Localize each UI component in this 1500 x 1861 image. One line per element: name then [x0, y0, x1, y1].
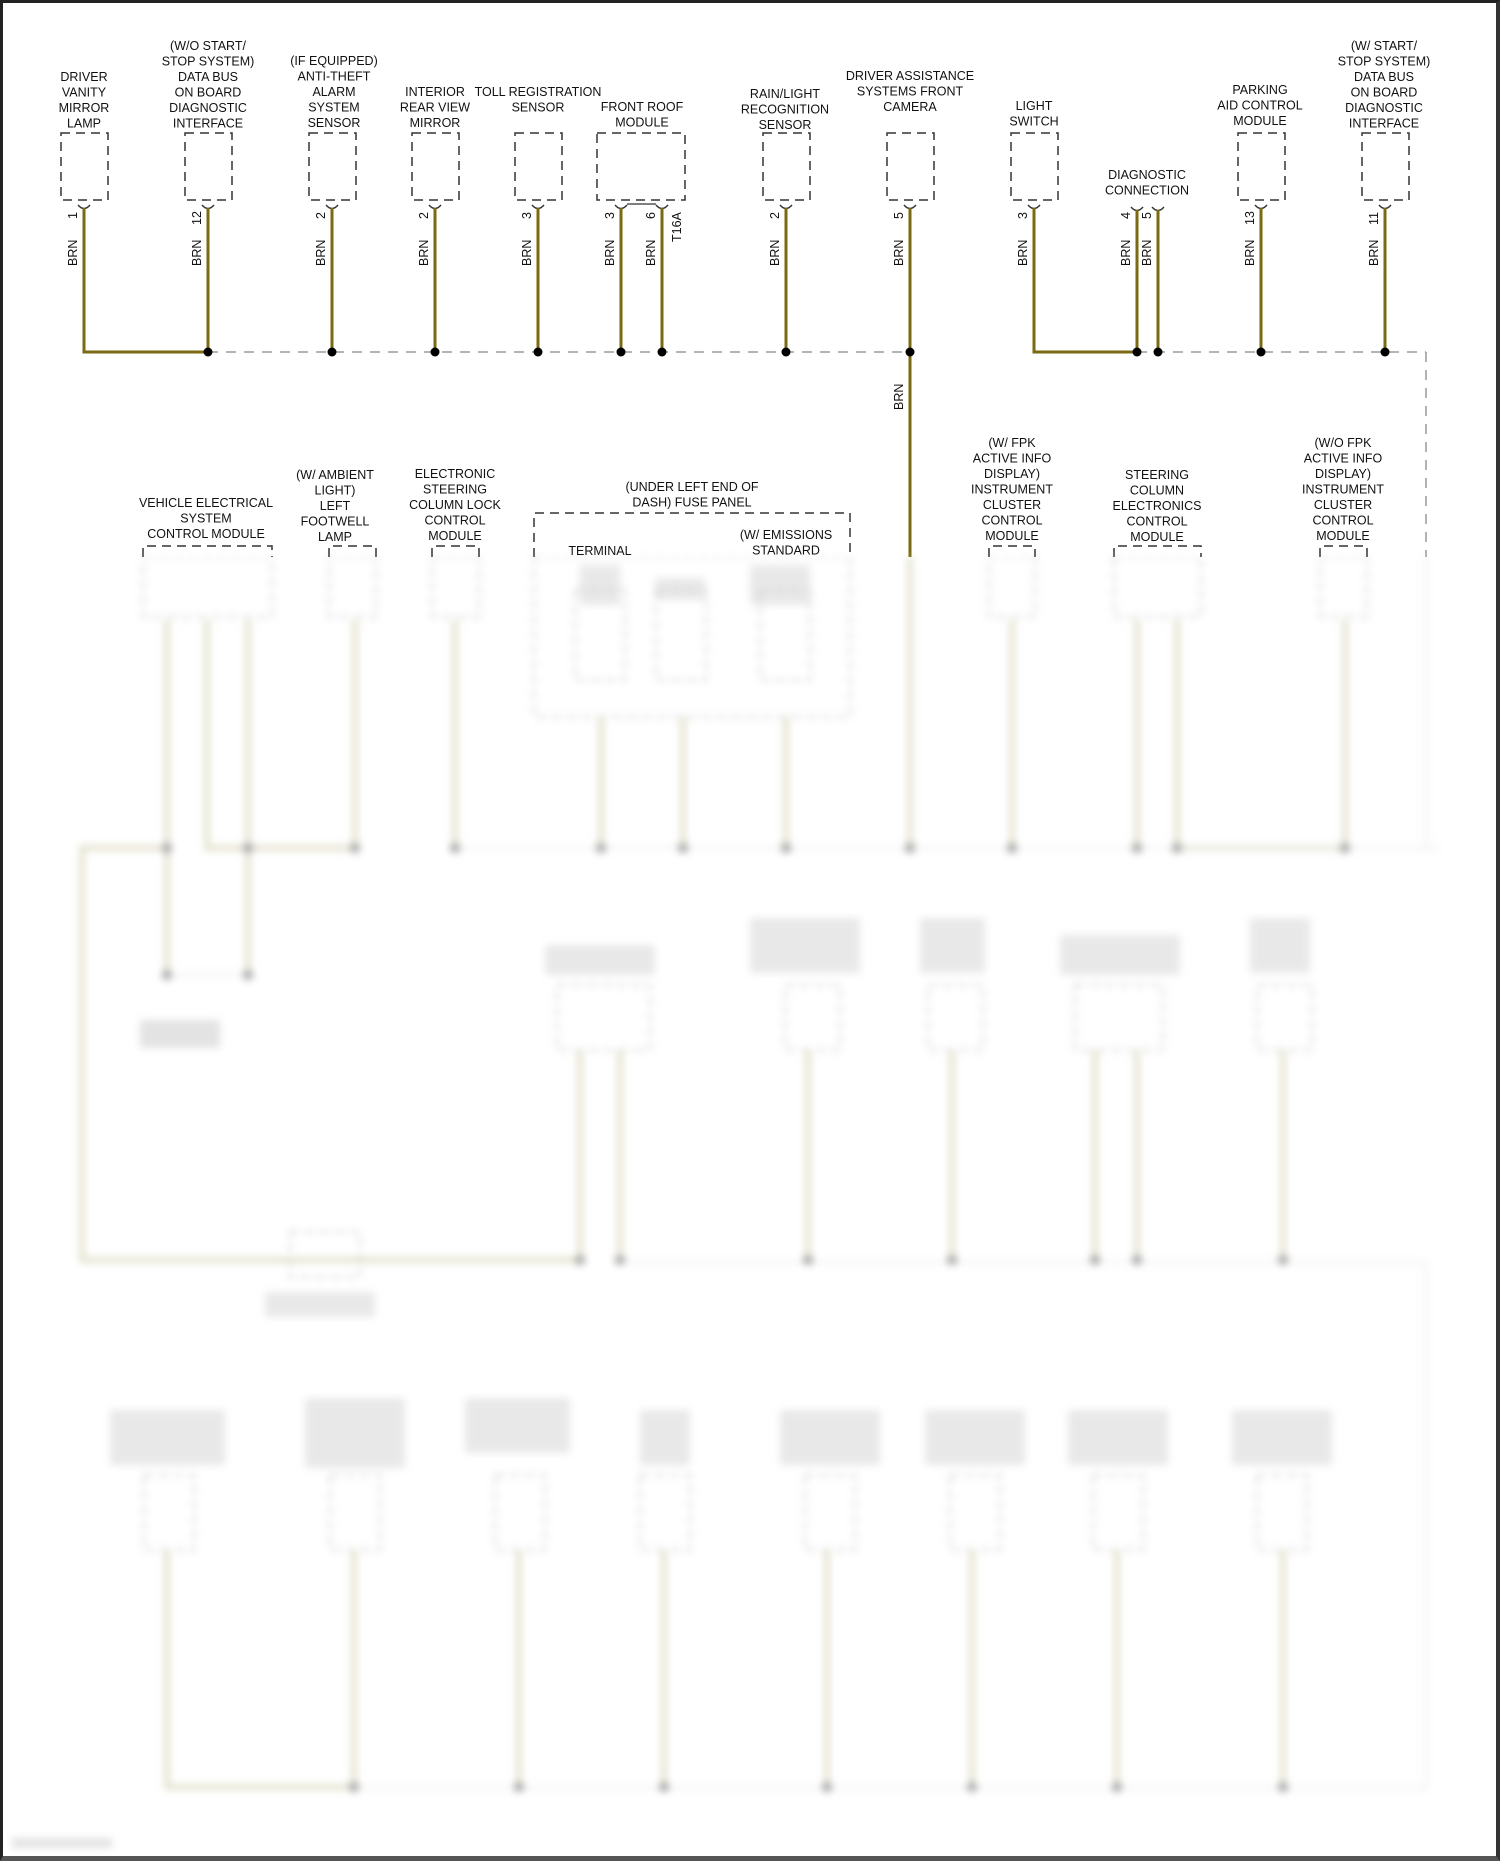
pin-connector-icon: [1131, 207, 1143, 211]
wire-color-label: BRN: [768, 239, 782, 266]
component-outline: [1011, 133, 1058, 200]
component-outline: [329, 546, 376, 557]
connector-id-label: T16A: [670, 212, 684, 242]
svg-text:(W/ AMBIENTLIGHT)LEFTFOOTWELLL: (W/ AMBIENT LIGHT) LEFT FOOTWELL LAMP: [296, 468, 374, 544]
splice-dot: [906, 348, 915, 357]
pin-number: 3: [603, 212, 617, 219]
pin-number: 2: [768, 212, 782, 219]
svg-text:PARKINGAID CONTROLMODULE: PARKING AID CONTROL MODULE: [1217, 83, 1303, 128]
component-steering-column-electronics[interactable]: [1113, 468, 1202, 557]
component-outline: [1238, 133, 1285, 200]
splice-dot: [658, 348, 667, 357]
wire-color-label: BRN: [66, 239, 80, 266]
component-outline: [515, 133, 562, 200]
component-outline: [763, 133, 810, 200]
pin-number: 5: [892, 212, 906, 219]
svg-text:(UNDER LEFT END OFDASH) FUSE P: (UNDER LEFT END OF DASH) FUSE PANEL: [625, 480, 759, 510]
wire-color-label: BRN: [314, 239, 328, 266]
component-outline: [412, 133, 459, 200]
pin-connector-icon: [1255, 205, 1267, 209]
svg-text:(W/O START/STOP SYSTEM)DATA BU: (W/O START/ STOP SYSTEM) DATA BUS ON BOARD DIAGNOSTIC INTERFACE: [161, 39, 255, 131]
splice-dot: [534, 348, 543, 357]
splice-dot: [617, 348, 626, 357]
splice-dot: [1133, 348, 1142, 357]
pin-connector-icon: [1028, 205, 1040, 209]
component-anti-theft-alarm-sensor[interactable]: [290, 54, 378, 266]
splice-dot: [1381, 348, 1390, 357]
svg-text:INTERIORREAR VIEWMIRROR: INTERIOR REAR VIEW MIRROR: [399, 85, 471, 130]
pin-connector-icon: [1379, 205, 1391, 209]
wire-color-label: BRN: [892, 239, 906, 266]
svg-text:(IF EQUIPPED)ANTI-THEFTALARMSY: (IF EQUIPPED) ANTI-THEFT ALARM SYSTEM SENSOR: [290, 54, 378, 130]
splice-dot: [431, 348, 440, 357]
ground-bus-lines: [208, 352, 1426, 557]
component-outline: [143, 546, 272, 557]
component-diagnostic-connection[interactable]: [1105, 168, 1189, 266]
svg-text:DRIVERVANITYMIRRORLAMP: DRIVER VANITY MIRROR LAMP: [58, 70, 110, 131]
wire-color-label: BRN: [1016, 239, 1030, 266]
splice-dot: [782, 348, 791, 357]
component-outline: [597, 133, 685, 200]
wire-color-label: BRN: [1367, 239, 1381, 266]
svg-text:TOLL REGISTRATIONSENSOR: TOLL REGISTRATION SENSOR: [474, 85, 602, 115]
component-outline: [432, 546, 479, 557]
splice-dot: [1257, 348, 1266, 357]
wire-color-label: BRN: [520, 239, 534, 266]
wire-color-label: BRN: [190, 239, 204, 266]
pin-connector-icon: [615, 205, 627, 209]
pin-number: 11: [1367, 212, 1381, 225]
pin-connector-icon: [780, 205, 792, 209]
component-outline: [309, 133, 356, 200]
pin-connector-icon: [326, 205, 338, 209]
wire-brn[interactable]: [84, 208, 208, 352]
pin-connector-icon: [904, 205, 916, 209]
pin-number: 6: [644, 212, 658, 219]
wire-color-label: BRN: [417, 239, 431, 266]
pin-number: 3: [1016, 212, 1030, 219]
svg-text:DRIVER ASSISTANCESYSTEMS FRONT: DRIVER ASSISTANCE SYSTEMS FRONT CAMERA: [845, 69, 975, 114]
pin-number: 3: [520, 212, 534, 219]
pin-number: 4: [1119, 212, 1133, 219]
splice-dot: [204, 348, 213, 357]
wire-brn[interactable]: [1034, 208, 1137, 352]
wire-color-label: BRN: [603, 239, 617, 266]
pin-number: 2: [314, 212, 328, 219]
svg-text:(W/ START/STOP SYSTEM)DATA BUS: (W/ START/ STOP SYSTEM) DATA BUS ON BOARD DIAGNOSTIC INTERFACE: [1337, 39, 1431, 131]
component-electronic-steering-column-lock[interactable]: [409, 467, 501, 557]
pin-connector-icon: [429, 205, 441, 209]
component-outline: [1320, 546, 1367, 557]
svg-text:FRONT ROOFMODULE: FRONT ROOF MODULE: [600, 100, 684, 130]
component-instrument-cluster-w-fpk[interactable]: [971, 436, 1053, 557]
wire-color-label: BRN: [1243, 239, 1257, 266]
component-vehicle-electrical-system-control-module[interactable]: [139, 496, 273, 557]
svg-text:RAIN/LIGHTRECOGNITIONSENSOR: RAIN/LIGHT RECOGNITION SENSOR: [740, 87, 830, 132]
svg-text:STEERINGCOLUMNELECTRONICSCONTR: STEERING COLUMN ELECTRONICS CONTROL MODULE: [1112, 468, 1202, 544]
pin-connector-icon: [202, 205, 214, 209]
svg-text:ELECTRONICSTEERINGCOLUMN LOCKC: ELECTRONIC STEERING COLUMN LOCK CONTROL MODULE: [409, 467, 501, 543]
pin-number: 13: [1243, 211, 1257, 225]
pin-connector-icon: [532, 205, 544, 209]
svg-text:(W/ EMISSIONSSTANDARD: (W/ EMISSIONS STANDARD: [739, 528, 833, 558]
fuse-panel-inner-label: TERMINAL: [568, 544, 632, 558]
svg-text:VEHICLE ELECTRICALSYSTEMCONTRO: VEHICLE ELECTRICAL SYSTEM CONTROL MODULE: [138, 496, 274, 541]
svg-text:(W/ FPKACTIVE INFODISPLAY)INST: (W/ FPK ACTIVE INFO DISPLAY) INSTRUMENT CLUSTER CONTROL MODULE: [971, 436, 1053, 543]
wire-color-label: BRN: [644, 239, 658, 266]
pin-connector-icon: [656, 205, 668, 209]
svg-text:LIGHTSWITCH: LIGHT SWITCH: [1009, 99, 1059, 129]
component-outline: [887, 133, 934, 200]
splice-dot: [328, 348, 337, 357]
component-fuse-panel[interactable]: [534, 480, 850, 558]
component-instrument-cluster-wo-fpk[interactable]: [1302, 436, 1384, 557]
splice-dot: [1154, 348, 1163, 357]
wire-color-label: BRN: [1119, 239, 1133, 266]
svg-text:(W/O FPKACTIVE INFODISPLAY)INS: (W/O FPK ACTIVE INFO DISPLAY) INSTRUMENT CLUSTER CONTROL MODULE: [1302, 436, 1384, 543]
pin-number: 1: [66, 212, 80, 219]
component-outline: [61, 133, 108, 200]
pin-number: 5: [1140, 212, 1154, 219]
pin-number: 2: [417, 212, 431, 219]
obscured-lower-diagram: [0, 557, 1500, 1861]
wire-color-label: BRN: [892, 383, 906, 410]
svg-text:DIAGNOSTICCONNECTION: DIAGNOSTIC CONNECTION: [1104, 168, 1190, 198]
component-outline: [185, 133, 232, 200]
component-outline: [1114, 546, 1201, 557]
pin-connector-icon: [78, 205, 90, 209]
component-outline: [989, 546, 1035, 557]
wire-color-label: BRN: [1140, 239, 1154, 266]
pin-connector-icon: [1152, 207, 1164, 211]
component-left-footwell-lamp[interactable]: [296, 468, 376, 557]
component-front-roof-module[interactable]: [597, 100, 685, 266]
pin-number: 12: [190, 211, 204, 225]
component-outline: [1362, 133, 1409, 200]
